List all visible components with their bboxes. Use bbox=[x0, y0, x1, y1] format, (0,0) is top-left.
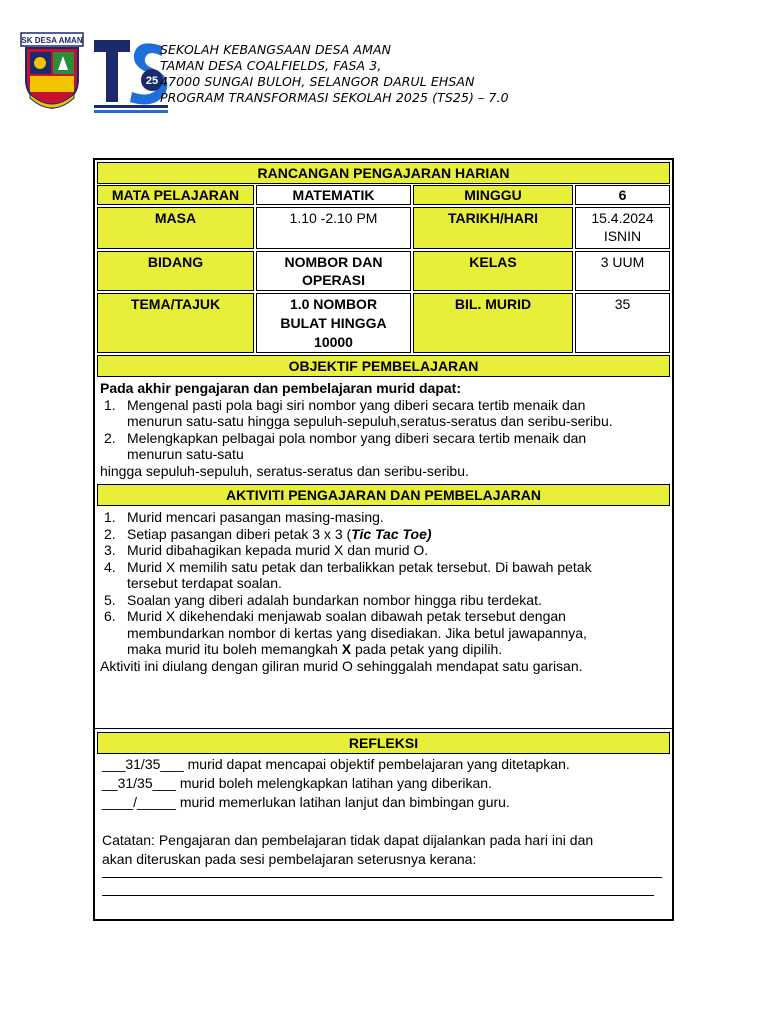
minggu-label: MINGGU bbox=[413, 185, 573, 205]
svg-text:25: 25 bbox=[145, 75, 159, 87]
aktiviti-item-2: 2. Setiap pasangan diberi petak 3 x 3 (Tic Tac Toe) bbox=[104, 525, 432, 542]
school-address bbox=[160, 42, 509, 106]
bidang-value-line1: NOMBOR DAN bbox=[284, 254, 383, 270]
school-street: TAMAN DESA COALFIELDS, FASA 3, bbox=[160, 58, 382, 73]
aktiviti-tail: Aktiviti ini diulang dengan giliran murid O sehinggalah mendapat satu garisan. bbox=[100, 657, 583, 674]
form-title: RANCANGAN PENGAJARAN HARIAN bbox=[97, 162, 670, 184]
refleksi-heading: REFLEKSI bbox=[97, 732, 670, 754]
bil-murid-label: BIL. MURID bbox=[413, 293, 573, 353]
tarikh-day: ISNIN bbox=[603, 228, 642, 244]
section-divider bbox=[95, 728, 672, 729]
catatan-line-1: Catatan: Pengajaran dan pembelajaran tidak dapat dijalankan pada hari ini dan bbox=[102, 832, 594, 848]
school-crest-logo bbox=[20, 32, 84, 114]
tema-value-line3: 10000 bbox=[314, 334, 353, 350]
bidang-value bbox=[256, 251, 411, 291]
bidang-label: BIDANG bbox=[97, 251, 254, 291]
kelas-value: 3 UUM bbox=[575, 251, 670, 291]
minggu-value: 6 bbox=[575, 185, 670, 205]
refleksi-line-1: ___31/35___ murid dapat mencapai objektif pembelajaran yang ditetapkan. bbox=[102, 756, 570, 772]
bidang-value-line2: OPERASI bbox=[301, 272, 365, 288]
aktiviti-item-5: 5. Soalan yang diberi adalah bundarkan nombor hingga ribu terdekat. bbox=[104, 591, 542, 608]
tema-value bbox=[256, 293, 411, 353]
lesson-plan-form bbox=[93, 158, 674, 921]
letterhead bbox=[20, 30, 750, 125]
answer-line-2[interactable] bbox=[102, 895, 654, 896]
aktiviti-item-4: 4. Murid X memilih satu petak dan terbalikkan petak tersebut. Di bawah petak tersebut terdapat soalan. bbox=[104, 558, 592, 591]
tema-value-line1: 1.0 NOMBOR bbox=[289, 296, 378, 312]
kelas-label: KELAS bbox=[413, 251, 573, 291]
objektif-item-2: 2. Melengkapkan pelbagai pola nombor yang diberi secara tertib menaik dan menurun satu-satu bbox=[104, 429, 587, 462]
masa-label: MASA bbox=[97, 207, 254, 249]
answer-line-1[interactable] bbox=[102, 877, 662, 878]
aktiviti-heading: AKTIVITI PENGAJARAN DAN PEMBELAJARAN bbox=[97, 484, 670, 506]
aktiviti-item-1: 1. Murid mencari pasangan masing-masing. bbox=[104, 509, 384, 525]
refleksi-line-2: __31/35___ murid boleh melengkapkan latihan yang diberikan. bbox=[102, 775, 492, 791]
objektif-heading: OBJEKTIF PEMBELAJARAN bbox=[97, 355, 670, 377]
tema-value-line2: BULAT HINGGA bbox=[280, 315, 387, 331]
masa-value: 1.10 -2.10 PM bbox=[256, 207, 411, 249]
aktiviti-item-6: 6. Murid X dikehendaki menjawab soalan dibawah petak tersebut dengan membundarkan nombor di kertas yang disediakan. Jika betul jawapannya, maka murid itu boleh memangkah X pada petak yang dipilih. bbox=[104, 608, 587, 657]
tarikh-label: TARIKH/HARI bbox=[413, 207, 573, 249]
school-city: 47000 SUNGAI BULOH, SELANGOR DARUL EHSAN bbox=[160, 74, 475, 89]
aktiviti-content bbox=[100, 509, 670, 674]
program-name: PROGRAM TRANSFORMASI SEKOLAH 2025 (TS25) – 7.0 bbox=[160, 90, 509, 105]
objektif-intro: Pada akhir pengajaran dan pembelajaran murid dapat: bbox=[100, 380, 461, 396]
refleksi-line-3: ____/_____ murid memerlukan latihan lanjut dan bimbingan guru. bbox=[102, 794, 510, 810]
objektif-content bbox=[100, 380, 670, 479]
svg-text:SK DESA AMAN: SK DESA AMAN bbox=[21, 36, 83, 45]
mata-pelajaran-value: MATEMATIK bbox=[256, 185, 411, 205]
bil-murid-value: 35 bbox=[575, 293, 670, 353]
mata-pelajaran-label: MATA PELAJARAN bbox=[97, 185, 254, 205]
objektif-tail: hingga sepuluh-sepuluh, seratus-seratus dan seribu-seribu. bbox=[100, 462, 469, 479]
catatan-line-2: akan diteruskan pada sesi pembelajaran seterusnya kerana: bbox=[102, 851, 477, 867]
school-name: SEKOLAH KEBANGSAAN DESA AMAN bbox=[160, 42, 392, 57]
tarikh-date: 15.4.2024 bbox=[591, 210, 654, 226]
aktiviti-item-3: 3. Murid dibahagikan kepada murid X dan murid O. bbox=[104, 542, 429, 558]
tarikh-value bbox=[575, 207, 670, 249]
tema-label: TEMA/TAJUK bbox=[97, 293, 254, 353]
refleksi-content bbox=[102, 755, 667, 869]
objektif-item-1: 1. Mengenal pasti pola bagi siri nombor yang diberi secara tertib menaik dan menurun satu-satu hingga sepuluh-sepuluh,seratus-seratus dan seribu-seribu. bbox=[104, 396, 613, 429]
